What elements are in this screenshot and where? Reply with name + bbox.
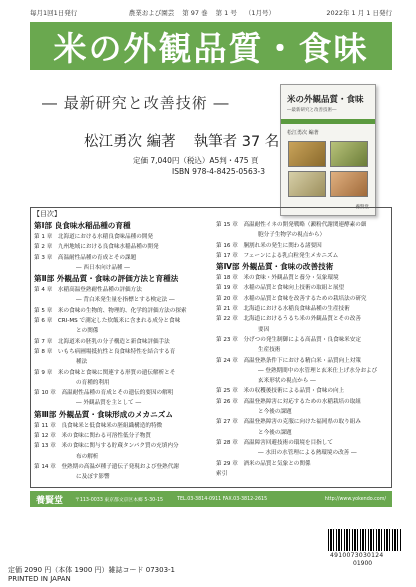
- title-banner: [30, 22, 392, 70]
- publisher-logo: 養賢堂: [36, 495, 64, 506]
- toc-entry: 生産技術: [258, 347, 281, 354]
- book-isbn: ISBN 978-4-8425-0563-3: [172, 167, 265, 176]
- printed-in: PRINTED IN JAPAN: [8, 575, 71, 583]
- table-of-contents: [30, 207, 392, 488]
- cover-subtitle: ―最新研究と改善技術―: [287, 108, 337, 113]
- publisher-bar: [30, 491, 392, 507]
- toc-entry: 索引: [216, 470, 228, 477]
- toc-entry: 第 25 章 米の収穫後技術による品質・食味の向上: [216, 388, 345, 395]
- author-line: [84, 130, 279, 151]
- toc-entry: 第 27 章 高温登熟障害の克服に向けた福岡県の取り組み: [216, 419, 361, 426]
- toc-entry: ― 背白米発生量を指標とする検定法 ―: [76, 297, 175, 304]
- toc-entry: 第 10 章 高温耐性品種の育成とその遺伝的要因の解明: [34, 390, 174, 397]
- cover-photo-micrograph: [288, 171, 326, 197]
- journal-volume: 第 97 巻: [182, 8, 208, 17]
- toc-entry: 第 13 章 米の食味に関与する貯蔵タンパク質の充填内分: [34, 443, 179, 450]
- toc-entry: 要因: [258, 326, 270, 333]
- book-price: 定価 7,040円（税込）A5判・475 頁: [133, 156, 259, 165]
- toc-entry: 第 5 章 米の食味の生物的、物理的、化学的評価方法の探索: [34, 307, 187, 314]
- toc-entry: 第 7 章 北海道米の胚乳の分子構造と新食味評価手法: [34, 338, 170, 345]
- toc-entry: と今後の課題: [258, 409, 292, 416]
- toc-entry: に及ぼす影響: [76, 474, 110, 481]
- toc-entry: との関係: [76, 328, 99, 335]
- editor-name: 松江勇次 編著: [84, 134, 176, 150]
- cover-band: [281, 119, 375, 124]
- barcode-addon: 01900: [353, 560, 373, 567]
- toc-entry: 第 18 章 米の食味・外観品質と養分・気象環境: [216, 275, 339, 282]
- book-cover-image: [280, 84, 376, 216]
- toc-entry: 第 15 章 高温耐性イネの開発戦略（澱粉代謝関連酵素の細: [216, 222, 367, 228]
- barcode-number: 4910073030124: [330, 552, 384, 559]
- toc-entry: 第 21 章 北海道における水稲良食味品種の生産技術: [216, 306, 350, 313]
- journal-info: [129, 8, 275, 17]
- toc-entry: 第 2 章 九州地域における良食味水稲品種の開発: [34, 244, 159, 251]
- publisher-phone: TEL.03-3814-0911 FAX.03-3812-2615: [177, 496, 268, 502]
- toc-entry: 第 17 章 フェーンによる乳白粒発生メカニズム: [216, 252, 339, 259]
- toc-entry: 第 22 章 北海道におけるうるち米の外観品質とその改善: [216, 316, 361, 323]
- toc-entry: の育種的利用: [76, 379, 110, 386]
- contributor-count: 執筆者 37 名: [193, 134, 280, 150]
- toc-left-column: [34, 220, 212, 483]
- journal-name: 農業および園芸: [128, 8, 175, 17]
- toc-entry: ― 水田の水管理による熱環境の改善 ―: [258, 450, 357, 457]
- toc-entry: 第 24 章 高温登熟条件下における精白米・品質向上対策: [216, 357, 361, 364]
- toc-entry: 第 16 章 胴割れ米の発生に関わる諸要因: [216, 242, 322, 249]
- toc-entry: 第 14 章 登熟期の高温が種子遺伝子発現および登熟代謝: [34, 463, 179, 470]
- toc-entry: 第 4 章 水稲高温登熟耐性品種の評価方法: [34, 287, 142, 294]
- toc-entry: ― 外観品質を主として ―: [76, 400, 142, 407]
- toc-entry: 第 20 章 水稲の品質と食味を改善するための栽培法の研究: [216, 295, 367, 302]
- toc-entry: 第 28 章 高温障害回避技術の環境を目指して: [216, 439, 333, 446]
- cover-publisher: 養賢堂: [355, 205, 369, 210]
- toc-entry: と今後の課題: [258, 429, 292, 436]
- toc-right-column: [216, 220, 392, 479]
- toc-part-heading: 第Ⅳ部 外観品質・食味の改善技術: [216, 262, 334, 272]
- book-title: 米の外観品質・食味: [53, 28, 369, 68]
- barcode: [328, 529, 402, 551]
- toc-entry: 第 23 章 分げつの発生制御による高品質・良食味米安定: [216, 336, 361, 343]
- book-subtitle: ― 最新研究と改善技術 ―: [42, 94, 230, 112]
- toc-entry: 第 29 章 酒米の品質と気象との関係: [216, 460, 311, 467]
- toc-entry: 第 9 章 米の食味と食味に関連する形質の遺伝解析とそ: [34, 369, 176, 376]
- publisher-address: 〒113-0033 東京都文京区本郷 5-30-15: [75, 497, 164, 503]
- toc-heading: 【目次】: [33, 210, 61, 218]
- toc-part-heading: 第Ⅱ部 外観品質・食味の評価方法と育種法: [34, 274, 179, 284]
- toc-entry: 玄米形状の視点から ―: [258, 378, 316, 385]
- toc-entry: 第 6 章 CRI-MS で測定した炊飯米に含まれる成分と食味: [34, 318, 181, 325]
- toc-entry: ― 登熟期間中の水管理と玄米仕上げ水分および: [258, 367, 378, 374]
- cover-author: 松江勇次 編著: [287, 130, 319, 136]
- journal-number: 第 1 号: [215, 8, 237, 17]
- toc-entry: 布の解析: [76, 453, 99, 460]
- header-line: [30, 6, 392, 18]
- toc-entry: 第 26 章 高温登熟障害に対応するための水稲栽培の取組: [216, 398, 361, 405]
- toc-entry: 第 19 章 水稲の品質と食味向上技術の取組と展望: [216, 285, 345, 292]
- journal-month: （1月号）: [244, 8, 276, 17]
- issue-frequency: 毎月1回1日発行: [30, 8, 78, 17]
- toc-entry: 第 1 章 北海道における水稲良食味品種の開発: [34, 234, 153, 240]
- toc-entry: 第 12 章 米の食味に関わる可溶性低分子物質: [34, 433, 151, 440]
- toc-part-heading: 第Ⅰ部 良食味水稲品種の育種: [34, 221, 131, 230]
- cover-photo-cooked-rice: [330, 171, 368, 197]
- toc-entry: 第 8 章 いもち病圃場抵抗性と良食味特性を結合する育: [34, 348, 176, 355]
- cover-photo-rice-field: [330, 141, 368, 167]
- publisher-url[interactable]: http://www.yokendo.com/: [324, 496, 386, 502]
- toc-entry: 胞分子生物学の視点から）: [258, 232, 326, 239]
- magazine-price: 定価 2090 円（本体 1900 円）雑誌コード 07303‐1: [8, 566, 176, 574]
- toc-entry: ― 西日本向け品種 ―: [76, 264, 130, 271]
- cover-title: 米の外観品質・食味: [287, 95, 364, 105]
- issue-date: 2022年 1 月 1 日発行: [326, 8, 392, 17]
- toc-part-heading: 第Ⅲ部 外観品質・食味形成のメカニズム: [34, 409, 173, 419]
- toc-entry: 第 3 章 高温耐性品種の育成とその課題: [34, 254, 137, 261]
- toc-entry: 種法: [76, 359, 88, 366]
- cover-photo-rice-grains: [288, 141, 326, 167]
- toc-entry: 第 11 章 良食味米と低食味米の胚組織構造的特徴: [34, 422, 163, 429]
